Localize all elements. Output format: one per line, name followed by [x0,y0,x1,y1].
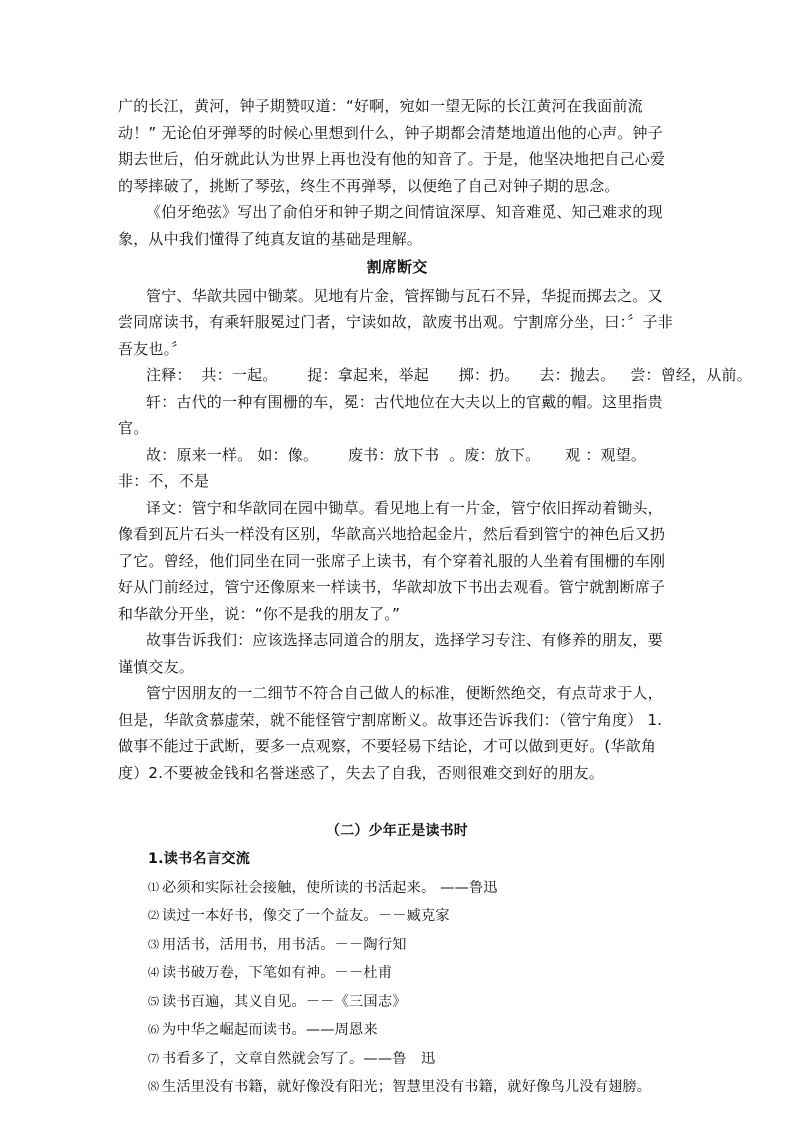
quote-item [148,988,676,1017]
lesson-paragraph: 故事告诉我们：应该选择志同道合的朋友，选择学习专注、有修养的朋友，要谨慎交友。 [118,631,663,676]
boya-story-paragraph: 广的长江，黄河，钟子期赞叹道：“好啊，宛如一望无际的长江黄河在我面前流动！” 无论伯牙弹琴的时候心里想到什么，钟子期都会清楚地道出他的心声。钟子期去世后，伯牙就此认为世界上再也没有他的知音了。于是，他坚决地把自己心爱的琴摔破了，挑断了琴弦，终生不再弹琴，以便绝了自己对钟子期的思念。 [118,97,666,195]
quote-text: 生活里没有书籍，就好像没有阳光；智慧里没有书籍，就好像鸟儿没有翅膀。 [162,1079,652,1095]
quote-number: ⑺ [148,1051,160,1065]
quote-number: ⑴ [148,880,160,894]
quote-text: 为中华之崛起而读书。——周恩来 [162,1022,378,1038]
quote-number: ⑷ [148,966,160,979]
quote-number: ⑹ [148,1023,160,1036]
quote-number: ⑻ [148,1080,160,1093]
quote-number: ⑶ [148,937,160,951]
document-body [118,93,752,1102]
annotation-line: 故：原来一样。 如：像。 废书：放下书 。废：放下。 观 ：观望。 非：不，不是 [118,445,676,490]
quote-item [148,874,676,903]
quote-text: 书看多了，文章自然就会写了。——鲁 迅 [162,1050,436,1067]
quote-number: ⑸ [148,994,160,1008]
quote-item [148,902,676,931]
translation-paragraph: 译文：管宁和华歆同在园中锄草。看见地上有一片金，管宁依旧挥动着锄头，像看到瓦片石头一样没有区别，华歆高兴地拾起金片，然后看到管宁的神色后又扔了它。曾经，他们同坐在同一张席子上读书，有个穿着礼服的人坐着有围栅的车刚好从门前经过，管宁还像原来一样读书，华歆却放下书出去观看。管宁就割断席子和华歆分开坐，说：“你不是我的朋友了。” [118,498,666,623]
annotation-line: 注释： 共：一起。 捉：拿起来，举起 掷：扔。 去：抛去。 尝：曾经，从前。 [146,366,752,384]
quote-list [118,846,676,1102]
quote-text: 读书破万卷，下笔如有神。－－杜甫 [162,965,393,981]
annotation-block [118,362,752,495]
quote-item [148,931,676,960]
quote-list-heading: 1.读书名言交流 [148,851,250,867]
section-title: （二）少年正是读书时 [326,823,468,839]
quote-item [148,1045,676,1074]
quote-text: 必须和实际社会接触，使所读的书活起来。 ——鲁迅 [162,879,498,896]
blank-line [118,786,676,812]
lesson-paragraph-2: 管宁因朋友的一二细节不符合自己做人的标准，便断然绝交，有点苛求于人，但是，华歆贪慕虚荣，就不能怪管宁割席断义。故事还告诉我们：（管宁角度） 1.做事不能过于武断，要多一点观察，不要轻易下结论，才可以做到更好。(华歆角度）2.不要被金钱和名誉迷惑了，失去了自我，否则很难交到好的朋友。 [118,684,663,782]
quote-number: ⑵ [148,909,160,922]
quote-item [148,1016,676,1045]
boya-summary-paragraph: 《伯牙绝弦》写出了俞伯牙和钟子期之间情谊深厚、知音难觅、知己难求的现象，从中我们懂得了纯真友谊的基础是理解。 [118,203,663,248]
story-title: 割席断交 [366,258,428,276]
quote-item [148,959,676,988]
quote-text: 用活书，活用书，用书活。－－陶行知 [162,936,407,953]
original-text-paragraph: 管宁、华歆共园中锄菜。见地有片金，管挥锄与瓦石不异，华捉而掷去之。又尝同席读书，有乘轩服冕过门者，宁读如故，歆废书出观。宁割席分坐，曰：〞子非吾友也。〞 [118,286,673,358]
quote-text: 读书百遍，其义自见。－－《三国志》 [162,993,407,1010]
quote-text: 读过一本好书，像交了一个益友。－－臧克家 [162,908,450,924]
quote-item [148,1073,676,1102]
annotation-line: 轩：古代的一种有围栅的车，冕：古代地位在大夫以上的官戴的帽。这里指贵官。 [118,392,663,437]
